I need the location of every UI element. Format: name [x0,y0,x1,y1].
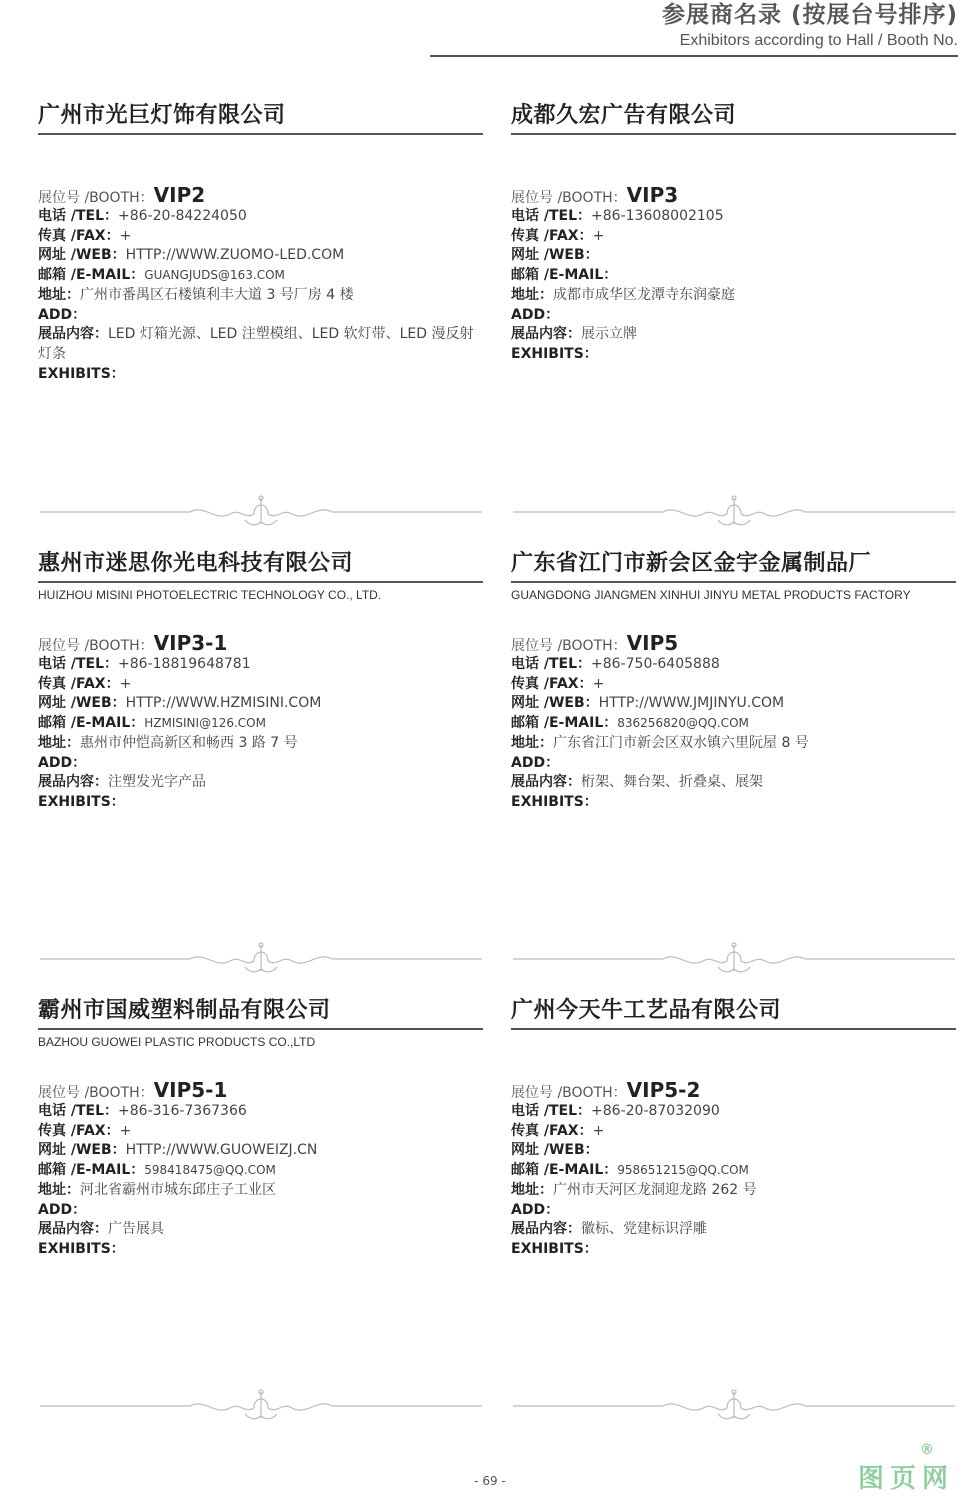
address-row [511,734,956,754]
email-row [511,1161,956,1181]
address-value: 河北省霸州市城东邱庄子工业区 [80,1181,276,1198]
company-name-en: GUANGDONG JIANGMEN XINHUI JINYU METAL PRODUCTS FACTORY [511,588,911,602]
fax-label: 传真 /FAX： [38,227,120,244]
fax-row [38,227,483,247]
address-en-label: ADD： [38,1201,87,1218]
watermark-logo [858,1442,955,1495]
fax-value: + [592,227,605,244]
exhibits-en-row [38,1240,483,1260]
exhibitor-card [511,549,956,813]
ornament-divider [513,941,955,977]
ornament-divider [40,494,482,530]
booth-number: VIP3-1 [153,631,228,655]
tel-label: 电话 /TEL： [38,656,119,672]
fax-row [511,675,956,695]
tel-row [38,1102,483,1122]
address-en-row [511,754,956,774]
address-en-label: ADD： [38,306,87,323]
company-name-cn: 广州市光巨灯饰有限公司 [38,103,286,128]
fax-value: + [119,227,132,244]
booth-line [38,631,483,655]
tel-row [511,1102,956,1122]
email-link[interactable]: 958651215@QQ.COM [617,1163,749,1178]
exhibits-value: 注塑发光字产品 [108,774,206,791]
exhibits-label: 展品内容： [38,326,108,343]
tel-row [511,207,956,227]
booth-line [511,1078,956,1102]
address-en-row [511,306,956,326]
exhibits-en-label: EXHIBITS： [38,365,125,382]
booth-label: 展位号 /BOOTH： [38,638,154,654]
web-label: 网址 /WEB： [511,695,599,712]
exhibitor-card [38,549,483,813]
company-name-cn: 惠州市迷思你光电科技有限公司 [38,551,354,576]
exhibits-row [38,1220,483,1240]
exhibits-en-row [38,793,483,813]
address-en-row [511,1201,956,1221]
exhibits-en-label: EXHIBITS： [38,1240,125,1257]
booth-label: 展位号 /BOOTH： [511,638,627,654]
company-name-en: HUIZHOU MISINI PHOTOELECTRIC TECHNOLOGY CO., LTD. [38,588,382,602]
address-en-label: ADD： [38,754,87,771]
ornament-divider [40,1388,482,1424]
fax-value: + [592,675,605,692]
watermark-text: 图页网 [858,1464,955,1494]
email-label: 邮箱 /E-MAIL： [511,267,618,284]
company-name-cn: 广东省江门市新会区金宇金属制品厂 [511,551,872,576]
email-link[interactable]: 598418475@QQ.COM [144,1163,276,1178]
header-rule [430,55,958,57]
title-rule [511,1028,956,1030]
web-link[interactable]: HTTP://WWW.ZUOMO-LED.COM [125,247,345,264]
web-row [38,246,483,266]
email-label: 邮箱 /E-MAIL： [511,1162,618,1179]
exhibitor-card [38,996,483,1260]
booth-label: 展位号 /BOOTH： [511,1085,627,1101]
address-en-row [38,306,483,326]
page-number: - 69 - [474,1474,506,1488]
exhibits-en-row [38,365,483,385]
tel-label: 电话 /TEL： [511,208,592,224]
fax-label: 传真 /FAX： [511,675,593,692]
address-label: 地址： [38,286,80,303]
exhibits-en-label: EXHIBITS： [38,793,125,810]
tel-value: +86-20-84224050 [118,208,247,224]
company-name-en [511,139,956,155]
tel-row [38,207,483,227]
web-link[interactable]: HTTP://WWW.GUOWEIZJ.CN [125,1142,318,1159]
address-value: 惠州市仲恺高新区和畅西 3 路 7 号 [80,734,298,751]
exhibits-row [511,773,956,793]
email-link[interactable]: GUANGJUDS@163.COM [144,268,285,283]
exhibitor-card [511,996,956,1260]
exhibitor-card [511,101,956,365]
address-row [511,1181,956,1201]
email-label: 邮箱 /E-MAIL： [38,715,145,732]
exhibits-label: 展品内容： [38,774,108,791]
tel-label: 电话 /TEL： [38,208,119,224]
tel-label: 电话 /TEL： [511,1103,592,1119]
fax-label: 传真 /FAX： [511,1122,593,1139]
address-value: 成都市成华区龙潭寺东润豪庭 [553,286,735,303]
page-header [358,0,958,51]
exhibits-row [511,1220,956,1240]
web-label: 网址 /WEB： [511,1142,599,1159]
booth-number: VIP5 [626,631,679,655]
tel-value: +86-18819648781 [118,656,251,672]
email-row [38,266,483,286]
company-name-cn: 霸州市国威塑料制品有限公司 [38,998,331,1023]
title-rule [511,133,956,135]
exhibitor-card [38,101,483,384]
tel-value: +86-316-7367366 [118,1103,247,1119]
fax-row [511,1122,956,1142]
exhibits-en-label: EXHIBITS： [511,793,598,810]
email-label: 邮箱 /E-MAIL： [38,267,145,284]
title-rule [38,1028,483,1030]
company-name-cn: 广州今天牛工艺品有限公司 [511,998,782,1023]
ornament-divider [40,941,482,977]
tel-value: +86-750-6405888 [591,656,720,672]
booth-label: 展位号 /BOOTH： [511,190,627,206]
address-label: 地址： [511,734,553,751]
exhibits-label: 展品内容： [511,326,581,343]
exhibits-en-row [511,345,956,365]
email-row [38,714,483,734]
web-label: 网址 /WEB： [38,247,126,264]
title-rule [511,581,956,583]
address-row [38,734,483,754]
fax-label: 传真 /FAX： [511,227,593,244]
booth-number: VIP3 [626,183,679,207]
web-row [511,1141,956,1161]
ornament-divider [513,494,955,530]
fax-value: + [592,1122,605,1139]
exhibits-value: 广告展具 [108,1221,164,1238]
company-name-en [38,139,483,155]
address-row [511,286,956,306]
company-name-cn: 成都久宏广告有限公司 [511,103,737,128]
header-title-cn: 参展商名录 (按展台号排序) [661,2,958,28]
exhibits-en-row [511,793,956,813]
email-row [38,1161,483,1181]
address-value: 广东省江门市新会区双水镇六里阮屋 8 号 [553,734,809,751]
booth-label: 展位号 /BOOTH： [38,190,154,206]
fax-value: + [119,675,132,692]
exhibits-value: 展示立牌 [581,326,637,343]
email-label: 邮箱 /E-MAIL： [38,1162,145,1179]
address-en-row [38,754,483,774]
address-en-label: ADD： [511,1201,560,1218]
exhibits-value: 桁架、舞台架、折叠桌、展架 [581,774,763,791]
company-name-en [511,1034,956,1050]
address-label: 地址： [38,1181,80,1198]
exhibits-en-label: EXHIBITS： [511,345,598,362]
exhibits-label: 展品内容： [38,1221,108,1238]
exhibits-label: 展品内容： [511,1221,581,1238]
web-row [38,1141,483,1161]
address-label: 地址： [511,1181,553,1198]
fax-row [38,675,483,695]
email-label: 邮箱 /E-MAIL： [511,715,618,732]
tel-label: 电话 /TEL： [38,1103,119,1119]
email-row [511,714,956,734]
web-label: 网址 /WEB： [38,695,126,712]
address-en-label: ADD： [511,754,560,771]
booth-line [511,183,956,207]
registered-mark: ® [920,1442,934,1458]
address-row [38,1181,483,1201]
booth-line [38,1078,483,1102]
tel-row [511,655,956,675]
company-name-en: BAZHOU GUOWEI PLASTIC PRODUCTS CO.,LTD [38,1035,316,1049]
tel-value: +86-20-87032090 [591,1103,720,1119]
exhibits-row [38,773,483,793]
exhibits-en-label: EXHIBITS： [511,1240,598,1257]
ornament-divider [513,1388,955,1424]
tel-row [38,655,483,675]
exhibits-row [38,325,483,364]
email-link[interactable]: 836256820@QQ.COM [617,716,749,731]
web-label: 网址 /WEB： [511,247,599,264]
exhibits-value: 徽标、党建标识浮雕 [581,1221,707,1238]
address-value: 广州市天河区龙洞迎龙路 262 号 [553,1181,757,1198]
booth-label: 展位号 /BOOTH： [38,1085,154,1101]
web-link[interactable]: HTTP://WWW.JMJINYU.COM [598,695,785,712]
email-row [511,266,956,286]
title-rule [38,133,483,135]
web-link[interactable]: HTTP://WWW.HZMISINI.COM [125,695,322,712]
booth-number: VIP2 [153,183,206,207]
address-en-row [38,1201,483,1221]
fax-row [511,227,956,247]
address-label: 地址： [511,286,553,303]
fax-row [38,1122,483,1142]
web-row [38,694,483,714]
address-value: 广州市番禺区石楼镇利丰大道 3 号厂房 4 楼 [80,286,354,303]
web-label: 网址 /WEB： [38,1142,126,1159]
exhibits-row [511,325,956,345]
exhibits-label: 展品内容： [511,774,581,791]
web-row [511,694,956,714]
web-row [511,246,956,266]
fax-label: 传真 /FAX： [38,1122,120,1139]
fax-label: 传真 /FAX： [38,675,120,692]
email-link[interactable]: HZMISINI@126.COM [144,716,266,731]
exhibits-value: LED 灯箱光源、LED 注塑模组、LED 软灯带、LED 漫反射灯条 [38,326,474,362]
tel-value: +86-13608002105 [591,208,724,224]
booth-line [38,183,483,207]
booth-number: VIP5-1 [153,1078,228,1102]
booth-number: VIP5-2 [626,1078,701,1102]
address-row [38,286,483,306]
booth-line [511,631,956,655]
tel-label: 电话 /TEL： [511,656,592,672]
title-rule [38,581,483,583]
header-title-en: Exhibitors according to Hall / Booth No. [679,32,958,49]
address-label: 地址： [38,734,80,751]
exhibits-en-row [511,1240,956,1260]
fax-value: + [119,1122,132,1139]
address-en-label: ADD： [511,306,560,323]
